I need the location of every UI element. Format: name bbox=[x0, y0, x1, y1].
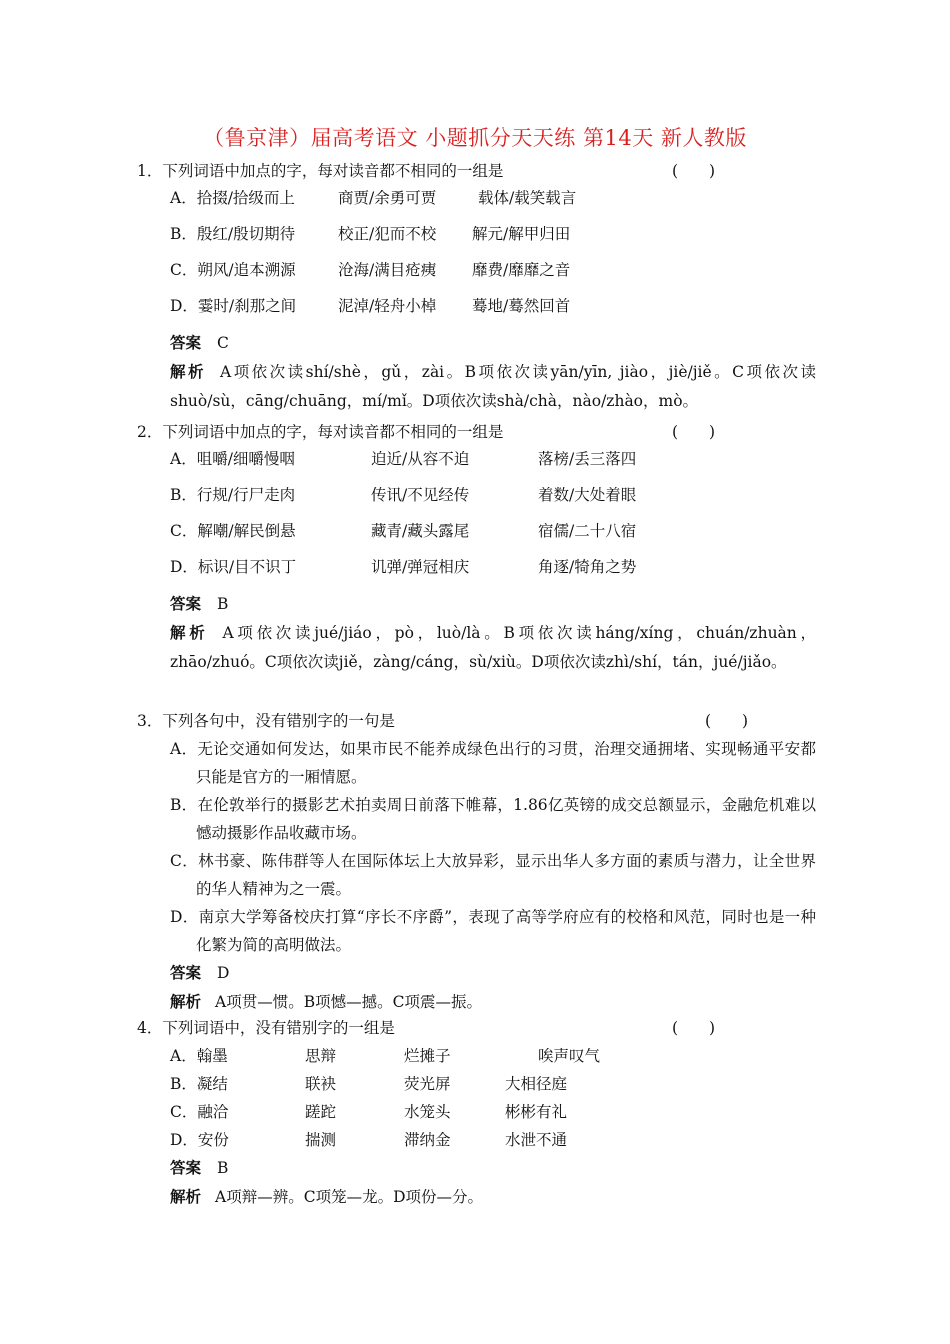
option-b: B．在伦敦举行的摄影艺术拍卖周日前落下帷幕，1.86亿英镑的成交总额显示，金融危机难以憾动摄影作品收藏市场。 bbox=[170, 796, 816, 842]
option-item: B．凝结 bbox=[170, 1075, 228, 1093]
option-item: 烂摊子 bbox=[404, 1047, 451, 1065]
option-c: C．林书豪、陈伟群等人在国际体坛上大放异彩，显示出华人多方面的素质与潜力，让全世界的华人精神为之一震。 bbox=[170, 852, 816, 898]
explanation-label: 解析 bbox=[170, 1187, 202, 1206]
question-3 bbox=[137, 707, 817, 1017]
option-item: D．安份 bbox=[170, 1131, 229, 1149]
explanation-label: 解析 bbox=[170, 992, 202, 1011]
answer-label: 答案 bbox=[170, 594, 202, 613]
explanation bbox=[170, 357, 816, 416]
option-item: 滞纳金 bbox=[404, 1131, 451, 1149]
option-item: C．解嘲/解民倒悬 bbox=[170, 522, 296, 540]
option-item: 沧海/满目疮痍 bbox=[338, 261, 437, 279]
explanation bbox=[170, 1182, 816, 1212]
answer-value: C bbox=[217, 334, 229, 352]
option-item: 荧光屏 bbox=[404, 1075, 451, 1093]
option-c bbox=[170, 257, 817, 293]
option-item: 彬彬有礼 bbox=[505, 1103, 568, 1121]
option-item: 讥弹/弹冠相庆 bbox=[371, 558, 470, 576]
answer-value: D bbox=[217, 964, 230, 982]
option-item: 揣测 bbox=[305, 1131, 337, 1149]
question-stem: 4．下列词语中，没有错别字的一组是 bbox=[137, 1019, 395, 1037]
answer-blank: ( ) bbox=[672, 423, 716, 441]
answer-blank: ( ) bbox=[672, 1019, 716, 1037]
option-b bbox=[170, 1070, 817, 1098]
option-item: 校正/犯而不校 bbox=[338, 225, 437, 243]
option-item: C．融洽 bbox=[170, 1103, 229, 1121]
option-d: D．南京大学筹备校庆打算“序长不序爵”，表现了高等学府应有的校格和风范，同时也是一种化繁为简的高明做法。 bbox=[170, 908, 816, 954]
explanation-text: A项贯—惯。B项憾—撼。C项震—振。 bbox=[215, 993, 482, 1011]
option-item: 着数/大处着眼 bbox=[538, 486, 637, 504]
explanation-text: A项依次读jué/jiáo，pò，luò/là。B项依次读háng/xíng，chuán/zhuàn，zhāo/zhuó。C项依次读jiě，zàng/cáng，sù/xiù。D项依次读zhì/shí，tán，jué/jiǎo。 bbox=[170, 624, 816, 671]
explanation bbox=[170, 618, 816, 677]
option-a: A．无论交通如何发达，如果市民不能养成绿色出行的习贯，治理交通拥堵、实现畅通平安都只能是官方的一厢情愿。 bbox=[170, 740, 816, 786]
option-item: 水笼头 bbox=[404, 1103, 451, 1121]
answer-blank: ( ) bbox=[672, 162, 716, 180]
option-d bbox=[170, 1126, 817, 1154]
option-item: 水泄不通 bbox=[505, 1131, 568, 1149]
option-item: A．咀嚼/细嚼慢咽 bbox=[170, 450, 295, 468]
option-item: 宿儒/二十八宿 bbox=[538, 522, 637, 540]
answer-value: B bbox=[217, 1159, 229, 1177]
option-item: 唉声叹气 bbox=[538, 1047, 601, 1065]
explanation-label: 解析 bbox=[170, 623, 209, 642]
explanation-text: A项依次读shí/shè，gǔ，zài。B项依次读yān/yīn, jiào，jiè/jiě。C项依次读shuò/sù，cāng/chuāng，mí/mǐ。D项依次读shà/chà，nào/zhào，mò。 bbox=[170, 363, 816, 410]
answer-label: 答案 bbox=[170, 1158, 202, 1177]
option-a bbox=[170, 1042, 817, 1070]
question-stem: 3．下列各句中，没有错别字的一句是 bbox=[137, 712, 395, 730]
answer-blank: ( ) bbox=[705, 712, 749, 730]
option-item: A．拾掇/拾级而上 bbox=[170, 189, 295, 207]
explanation bbox=[170, 987, 816, 1017]
option-c bbox=[170, 1098, 817, 1126]
option-item: 落榜/丢三落四 bbox=[538, 450, 637, 468]
answer-line bbox=[170, 590, 817, 618]
answer-line bbox=[170, 959, 817, 987]
explanation-text: A项辩—辨。C项笼—龙。D项份—分。 bbox=[215, 1188, 483, 1206]
option-item: 藏青/藏头露尾 bbox=[371, 522, 470, 540]
option-item: 大相径庭 bbox=[505, 1075, 568, 1093]
question-1 bbox=[137, 157, 817, 416]
option-item: 商贾/余勇可贾 bbox=[338, 189, 437, 207]
option-item: 角逐/犄角之势 bbox=[538, 558, 637, 576]
option-item: A．翰墨 bbox=[170, 1047, 228, 1065]
option-item: 联袂 bbox=[305, 1075, 337, 1093]
option-item: B．殷红/殷切期待 bbox=[170, 225, 296, 243]
option-c bbox=[170, 518, 817, 554]
answer-label: 答案 bbox=[170, 963, 202, 982]
answer-value: B bbox=[217, 595, 229, 613]
question-4 bbox=[137, 1014, 817, 1212]
option-item: 载体/载笑载言 bbox=[478, 189, 577, 207]
option-item: 传讯/不见经传 bbox=[371, 486, 470, 504]
option-item: 蹉跎 bbox=[305, 1103, 337, 1121]
option-d bbox=[170, 293, 817, 329]
explanation-label: 解析 bbox=[170, 362, 206, 381]
answer-label: 答案 bbox=[170, 333, 202, 352]
option-item: B．行规/行尸走肉 bbox=[170, 486, 296, 504]
question-stem: 2．下列词语中加点的字，每对读音都不相同的一组是 bbox=[137, 423, 504, 441]
answer-line bbox=[170, 329, 817, 357]
option-item: D．霎时/刹那之间 bbox=[170, 297, 297, 315]
answer-line bbox=[170, 1154, 817, 1182]
option-item: 泥淖/轻舟小棹 bbox=[338, 297, 437, 315]
option-item: 解元/解甲归田 bbox=[472, 225, 571, 243]
option-d bbox=[170, 554, 817, 590]
question-stem: 1．下列词语中加点的字，每对读音都不相同的一组是 bbox=[137, 162, 504, 180]
option-b bbox=[170, 482, 817, 518]
option-b bbox=[170, 221, 817, 257]
option-item: C．朔风/追本溯源 bbox=[170, 261, 296, 279]
option-a bbox=[170, 446, 817, 482]
option-item: 蓦地/蓦然回首 bbox=[472, 297, 571, 315]
question-2 bbox=[137, 418, 817, 677]
option-item: D．标识/目不识丁 bbox=[170, 558, 297, 576]
option-a bbox=[170, 185, 817, 221]
page-title: （鲁京津）届高考语文 小题抓分天天练 第14天 新人教版 bbox=[203, 126, 747, 150]
option-item: 靡费/靡靡之音 bbox=[472, 261, 571, 279]
option-item: 思辩 bbox=[305, 1047, 337, 1065]
option-item: 迫近/从容不迫 bbox=[371, 450, 470, 468]
